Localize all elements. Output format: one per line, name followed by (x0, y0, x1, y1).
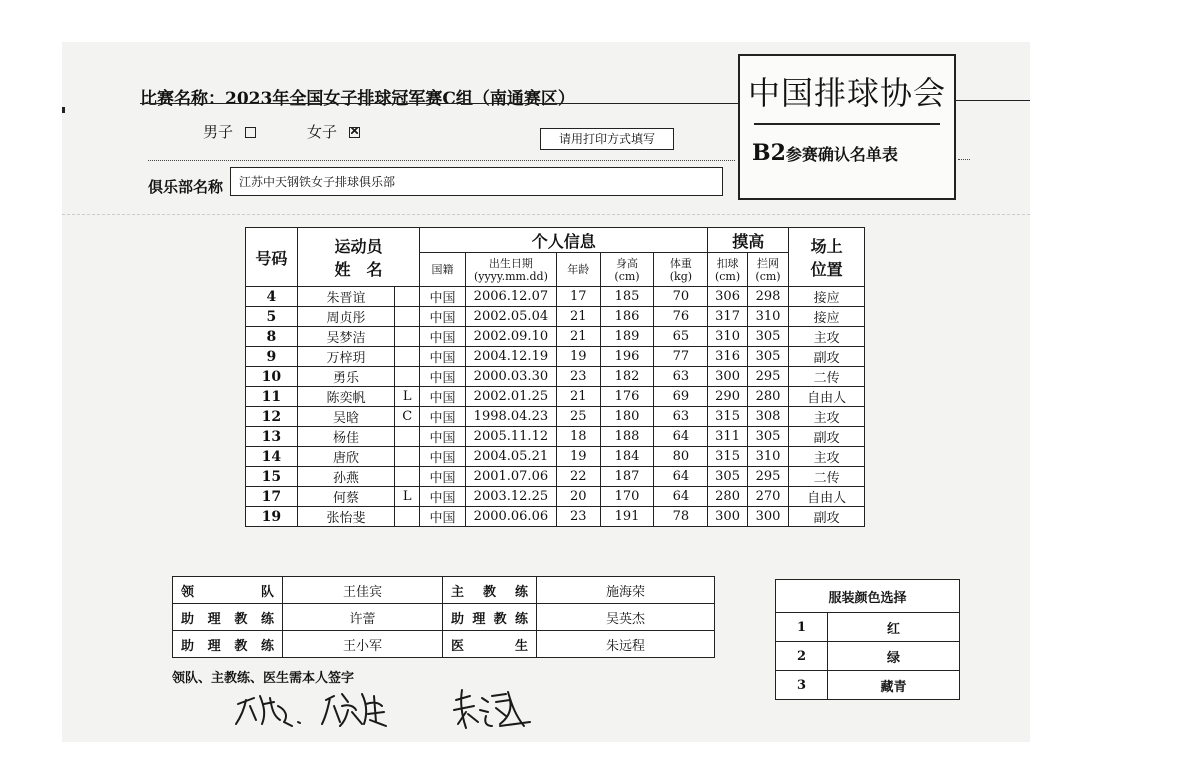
player-block-reach: 295 (747, 367, 788, 387)
col-athlete-line2: 姓 名 (334, 260, 383, 279)
player-weight: 76 (654, 307, 708, 327)
player-weight: 69 (654, 387, 708, 407)
male-option[interactable] (203, 121, 256, 142)
female-label: 女子 (307, 123, 338, 141)
player-number: 19 (246, 507, 298, 527)
player-nationality: 中国 (420, 387, 466, 407)
player-weight: 78 (654, 507, 708, 527)
player-nationality: 中国 (420, 507, 466, 527)
col-age: 年龄 (557, 253, 601, 287)
player-name: 杨佳 (297, 427, 394, 447)
player-weight: 77 (654, 347, 708, 367)
player-height: 188 (600, 427, 654, 447)
player-age: 25 (557, 407, 601, 427)
player-role-mark (395, 427, 420, 447)
club-label: 俱乐部名称 (148, 178, 224, 196)
dotted-divider-right (958, 159, 970, 160)
match-title: 比赛名称：2023年全国女子排球冠军赛C组（南通赛区） (140, 89, 575, 109)
player-name: 周贞彤 (297, 307, 394, 327)
roster-body (246, 287, 865, 527)
table-row (246, 307, 865, 327)
table-row (246, 327, 865, 347)
col-block-label: 拦网 (757, 256, 779, 270)
player-number: 8 (246, 327, 298, 347)
male-checkbox[interactable] (245, 127, 256, 138)
player-nationality: 中国 (420, 467, 466, 487)
player-block-reach: 310 (747, 447, 788, 467)
col-athlete (297, 228, 419, 287)
player-nationality: 中国 (420, 287, 466, 307)
player-height: 196 (600, 347, 654, 367)
player-weight: 63 (654, 407, 708, 427)
form-code (752, 140, 898, 166)
player-birth-date: 2000.03.30 (465, 367, 556, 387)
player-weight: 80 (654, 447, 708, 467)
col-weight-label: 体重 (669, 256, 692, 270)
col-weight (654, 253, 708, 287)
player-birth-date: 2000.06.06 (465, 507, 556, 527)
player-weight: 63 (654, 367, 708, 387)
player-block-reach: 305 (747, 347, 788, 367)
player-height: 186 (600, 307, 654, 327)
player-height: 185 (600, 287, 654, 307)
assistant-coach-label: 助理教练 (173, 604, 283, 631)
leader-name: 王佳宾 (283, 577, 443, 604)
player-age: 23 (557, 507, 601, 527)
table-row (246, 407, 865, 427)
col-position-line1: 场上 (810, 237, 843, 256)
signature-head-coach (322, 694, 386, 726)
uniform-color-table (775, 579, 960, 700)
player-position: 主攻 (789, 327, 865, 347)
player-nationality: 中国 (420, 347, 466, 367)
col-weight-unit: (kg) (669, 269, 693, 283)
col-birth-date-label: 出生日期 (488, 256, 533, 270)
signature-note: 领队、主教练、医生需本人签字 (172, 671, 355, 686)
scan-divider (62, 214, 1030, 215)
uniform-color-number: 2 (776, 642, 828, 671)
player-age: 18 (557, 427, 601, 447)
col-reach: 摸高 (708, 228, 789, 253)
player-spike-reach: 310 (708, 327, 747, 347)
dotted-divider (148, 160, 735, 161)
assistant-coach-name: 许蕾 (283, 604, 443, 631)
player-nationality: 中国 (420, 307, 466, 327)
doctor-label: 医生 (443, 631, 537, 658)
player-spike-reach: 315 (708, 447, 747, 467)
player-birth-date: 2002.01.25 (465, 387, 556, 407)
club-name-field[interactable]: 江苏中天钢铁女子排球俱乐部 (230, 167, 723, 196)
player-name: 勇乐 (297, 367, 394, 387)
player-name: 唐欣 (297, 447, 394, 467)
edge-mark (62, 107, 65, 113)
form-code-number: B2 (752, 140, 786, 166)
player-role-mark (395, 367, 420, 387)
leader-label: 领队 (173, 577, 283, 604)
col-position-line2: 位置 (810, 260, 843, 279)
assistant-coach-label: 助理教练 (443, 604, 537, 631)
player-number: 10 (246, 367, 298, 387)
player-number: 12 (246, 407, 298, 427)
uniform-color-name: 藏青 (828, 671, 960, 700)
table-row (246, 427, 865, 447)
female-option[interactable] (307, 121, 360, 142)
player-age: 23 (557, 367, 601, 387)
player-age: 17 (557, 287, 601, 307)
player-nationality: 中国 (420, 427, 466, 447)
staff-row (173, 631, 715, 658)
player-age: 21 (557, 307, 601, 327)
uniform-color-number: 3 (776, 671, 828, 700)
col-block-unit: (cm) (755, 269, 781, 283)
player-number: 14 (246, 447, 298, 467)
player-birth-date: 2004.12.19 (465, 347, 556, 367)
player-position: 二传 (789, 367, 865, 387)
col-birth-date-format: (yyyy.mm.dd) (473, 269, 548, 283)
player-nationality: 中国 (420, 327, 466, 347)
player-spike-reach: 315 (708, 407, 747, 427)
player-position: 副攻 (789, 347, 865, 367)
title-underline (140, 103, 738, 104)
player-block-reach: 298 (747, 287, 788, 307)
uniform-color-row (776, 671, 960, 700)
player-height: 182 (600, 367, 654, 387)
player-name: 何蔡 (297, 487, 394, 507)
header-rule (955, 100, 1030, 101)
roster-table (245, 227, 865, 527)
player-spike-reach: 300 (708, 507, 747, 527)
player-name: 陈奕帆 (297, 387, 394, 407)
player-block-reach: 300 (747, 507, 788, 527)
col-position (789, 228, 865, 287)
player-number: 13 (246, 427, 298, 447)
player-position: 接应 (789, 287, 865, 307)
player-age: 21 (557, 327, 601, 347)
head-coach-name: 施海荣 (537, 577, 715, 604)
player-position: 主攻 (789, 447, 865, 467)
col-athlete-line1: 运动员 (334, 237, 383, 256)
table-row (246, 367, 865, 387)
player-name: 吴梦洁 (297, 327, 394, 347)
player-position: 二传 (789, 467, 865, 487)
player-spike-reach: 306 (708, 287, 747, 307)
player-block-reach: 305 (747, 427, 788, 447)
player-nationality: 中国 (420, 367, 466, 387)
player-block-reach: 310 (747, 307, 788, 327)
player-name: 孙燕 (297, 467, 394, 487)
player-birth-date: 2001.07.06 (465, 467, 556, 487)
player-height: 189 (600, 327, 654, 347)
player-number: 11 (246, 387, 298, 407)
player-spike-reach: 290 (708, 387, 747, 407)
assistant-coach-label: 助理教练 (173, 631, 283, 658)
col-spike-label: 扣球 (716, 256, 739, 270)
table-row (246, 447, 865, 467)
player-birth-date: 2004.05.21 (465, 447, 556, 467)
player-position: 副攻 (789, 427, 865, 447)
player-height: 170 (600, 487, 654, 507)
player-role-mark (395, 347, 420, 367)
player-height: 176 (600, 387, 654, 407)
player-number: 4 (246, 287, 298, 307)
player-block-reach: 295 (747, 467, 788, 487)
player-spike-reach: 280 (708, 487, 747, 507)
player-block-reach: 305 (747, 327, 788, 347)
player-position: 自由人 (789, 387, 865, 407)
uniform-color-number: 1 (776, 613, 828, 642)
assistant-coach-name: 吴英杰 (537, 604, 715, 631)
player-birth-date: 2002.05.04 (465, 307, 556, 327)
player-weight: 65 (654, 327, 708, 347)
player-role-mark: C (395, 407, 420, 427)
col-block (747, 253, 788, 287)
signature-leader (236, 696, 300, 726)
player-weight: 70 (654, 287, 708, 307)
player-birth-date: 2002.09.10 (465, 327, 556, 347)
col-height-unit: (cm) (614, 269, 640, 283)
doctor-name: 朱远程 (537, 631, 715, 658)
player-position: 主攻 (789, 407, 865, 427)
player-block-reach: 308 (747, 407, 788, 427)
player-birth-date: 2006.12.07 (465, 287, 556, 307)
player-name: 吴晗 (297, 407, 394, 427)
uniform-color-row (776, 613, 960, 642)
player-position: 接应 (789, 307, 865, 327)
player-height: 184 (600, 447, 654, 467)
col-spike-unit: (cm) (714, 269, 741, 283)
player-block-reach: 280 (747, 387, 788, 407)
player-role-mark (395, 447, 420, 467)
player-name: 万梓玥 (297, 347, 394, 367)
staff-row (173, 604, 715, 631)
col-number: 号码 (246, 228, 298, 287)
player-birth-date: 1998.04.23 (465, 407, 556, 427)
assistant-coach-name: 王小军 (283, 631, 443, 658)
player-age: 22 (557, 467, 601, 487)
player-number: 9 (246, 347, 298, 367)
player-role-mark (395, 507, 420, 527)
player-number: 15 (246, 467, 298, 487)
player-nationality: 中国 (420, 447, 466, 467)
print-note: 请用打印方式填写 (540, 128, 674, 150)
col-height (600, 253, 654, 287)
player-spike-reach: 316 (708, 347, 747, 367)
player-role-mark (395, 287, 420, 307)
uniform-color-title: 服装颜色选择 (776, 580, 960, 613)
female-checkbox[interactable] (349, 127, 360, 138)
player-nationality: 中国 (420, 487, 466, 507)
player-spike-reach: 305 (708, 467, 747, 487)
player-role-mark (395, 327, 420, 347)
table-row (246, 287, 865, 307)
player-weight: 64 (654, 467, 708, 487)
staff-table (172, 576, 715, 658)
signature-doctor (454, 690, 530, 728)
association-rule (754, 123, 940, 125)
player-weight: 64 (654, 427, 708, 447)
player-number: 5 (246, 307, 298, 327)
player-role-mark (395, 307, 420, 327)
player-age: 20 (557, 487, 601, 507)
player-name: 朱晋谊 (297, 287, 394, 307)
uniform-color-name: 红 (828, 613, 960, 642)
player-weight: 64 (654, 487, 708, 507)
player-height: 180 (600, 407, 654, 427)
head-coach-label: 主教练 (443, 577, 537, 604)
col-spike (708, 253, 747, 287)
player-nationality: 中国 (420, 407, 466, 427)
player-block-reach: 270 (747, 487, 788, 507)
col-nationality: 国籍 (420, 253, 466, 287)
col-height-label: 身高 (616, 256, 638, 270)
table-row (246, 467, 865, 487)
table-row (246, 387, 865, 407)
col-personal-info: 个人信息 (420, 228, 708, 253)
player-number: 17 (246, 487, 298, 507)
player-height: 187 (600, 467, 654, 487)
table-row (246, 507, 865, 527)
player-name: 张怡斐 (297, 507, 394, 527)
male-label: 男子 (203, 123, 234, 141)
player-position: 副攻 (789, 507, 865, 527)
handwritten-signatures (230, 676, 560, 734)
player-age: 21 (557, 387, 601, 407)
player-spike-reach: 317 (708, 307, 747, 327)
uniform-color-name: 绿 (828, 642, 960, 671)
association-name: 中国排球协会 (748, 74, 947, 112)
player-birth-date: 2005.11.12 (465, 427, 556, 447)
staff-row (173, 577, 715, 604)
player-birth-date: 2003.12.25 (465, 487, 556, 507)
uniform-color-row (776, 642, 960, 671)
table-row (246, 487, 865, 507)
player-age: 19 (557, 447, 601, 467)
player-height: 191 (600, 507, 654, 527)
player-role-mark: L (395, 387, 420, 407)
player-role-mark (395, 467, 420, 487)
player-position: 自由人 (789, 487, 865, 507)
player-role-mark: L (395, 487, 420, 507)
player-age: 19 (557, 347, 601, 367)
player-spike-reach: 311 (708, 427, 747, 447)
player-spike-reach: 300 (708, 367, 747, 387)
form-title: 参赛确认名单表 (785, 145, 898, 164)
table-row (246, 347, 865, 367)
col-birth-date (465, 253, 556, 287)
